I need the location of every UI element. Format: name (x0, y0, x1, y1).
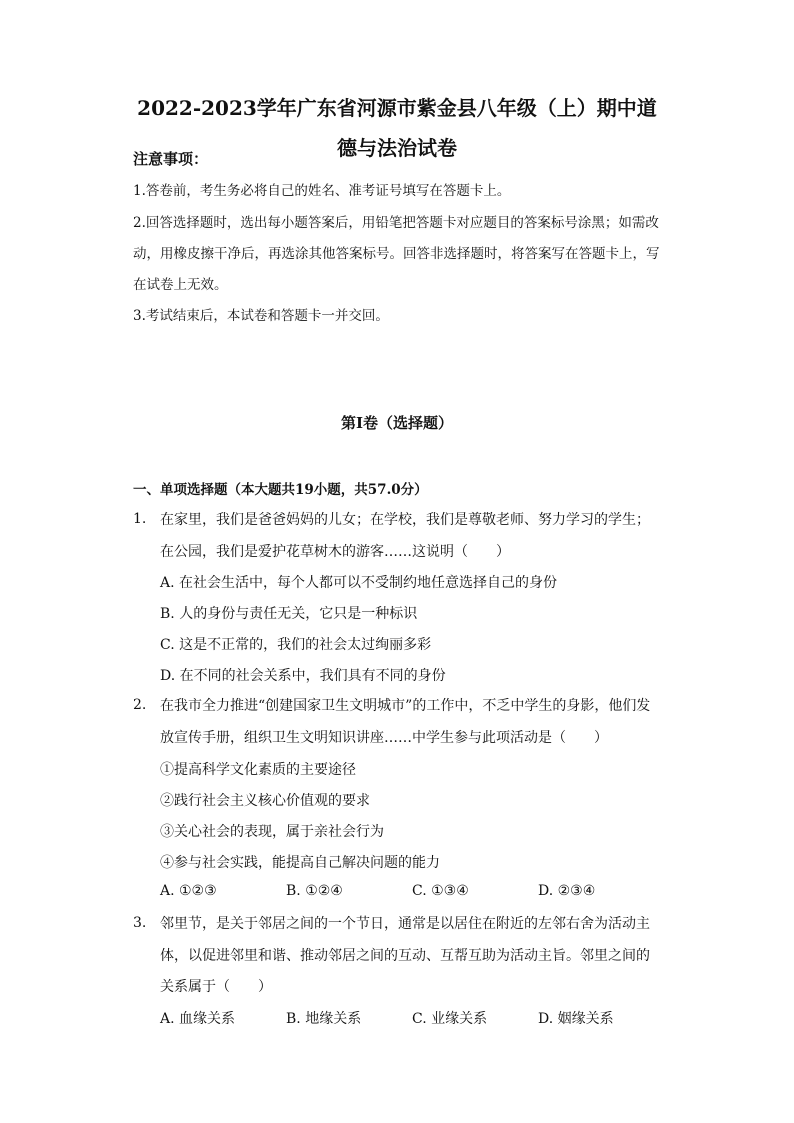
q1-option-c: C. 这是不正常的，我们的社会太过绚丽多彩 (160, 637, 432, 653)
q3-option-d: D. 姻缘关系 (538, 1011, 614, 1027)
question-number: 1. (133, 511, 147, 527)
question-number: 3. (133, 915, 147, 931)
question-3 (133, 909, 663, 1004)
q2-statement-1: ①提高科学文化素质的主要途径 (160, 762, 356, 778)
q2-statement-2: ②践行社会主义核心价值观的要求 (160, 793, 370, 809)
section-title: 第Ⅰ卷（选择题） (340, 414, 454, 432)
exam-title-line2: 德与法治试卷 (337, 136, 457, 160)
q3-option-a: A. 血缘关系 (160, 1011, 236, 1027)
question-stem: 邻里节，是关于邻居之间的一个节日，通常是以居住在附近的左邻右舍为活动主体，以促进邻里和谐、推动邻居之间的互动、互帮互助为活动主旨。邻里之间的关系属于（ ） (160, 916, 650, 995)
q2-option-a: A. ①②③ (160, 883, 217, 899)
question-stem: 在我市全力推进“创建国家卫生文明城市”的工作中，不乏中学生的身影，他们发放宣传手册，组织卫生文明知识讲座……中学生参与此项活动是（ ） (160, 698, 651, 746)
q1-option-a: A. 在社会生活中，每个人都可以不受制约地任意选择自己的身份 (160, 575, 558, 591)
question-stem: 在家里，我们是爸爸妈妈的儿女；在学校，我们是尊敬老师、努力学习的学生；在公园，我们是爱护花草树木的游客……这说明（ ） (160, 512, 650, 560)
exam-title-line1: 2022-2023学年广东省河源市紫金县八年级（上）期中道 (137, 96, 657, 120)
note-item-2: 2.回答选择题时，选出每小题答案后，用铅笔把答题卡对应题目的答案标号涂黑；如需改动，用橡皮擦干净后，再选涂其他答案标号。回答非选择题时，将答案写在答题卡上，写在试卷上无效。 (133, 215, 660, 293)
question-1 (133, 505, 663, 568)
q1-option-b: B. 人的身份与责任无关，它只是一种标识 (160, 606, 418, 622)
q2-option-d: D. ②③④ (538, 883, 596, 899)
q3-option-b: B. 地缘关系 (286, 1011, 362, 1027)
q2-statement-4: ④参与社会实践，能提高自己解决问题的能力 (160, 855, 440, 871)
question-number: 2. (133, 697, 147, 713)
q1-option-d: D. 在不同的社会关系中，我们具有不同的身份 (160, 668, 446, 684)
note-item-3: 3.考试结束后，本试卷和答题卡一并交回。 (133, 308, 389, 324)
part-title: 一、单项选择题（本大题共19小题，共57.0分） (133, 482, 428, 498)
notes-heading: 注意事项： (133, 150, 209, 168)
note-item-1: 1.答卷前，考生务必将自己的姓名、准考证号填写在答题卡上。 (133, 183, 511, 199)
q2-option-b: B. ①②④ (286, 883, 343, 899)
q3-option-c: C. 业缘关系 (412, 1011, 488, 1027)
q2-option-c: C. ①③④ (412, 883, 469, 899)
question-2 (133, 691, 663, 754)
q2-statement-3: ③关心社会的表现，属于亲社会行为 (160, 824, 384, 840)
